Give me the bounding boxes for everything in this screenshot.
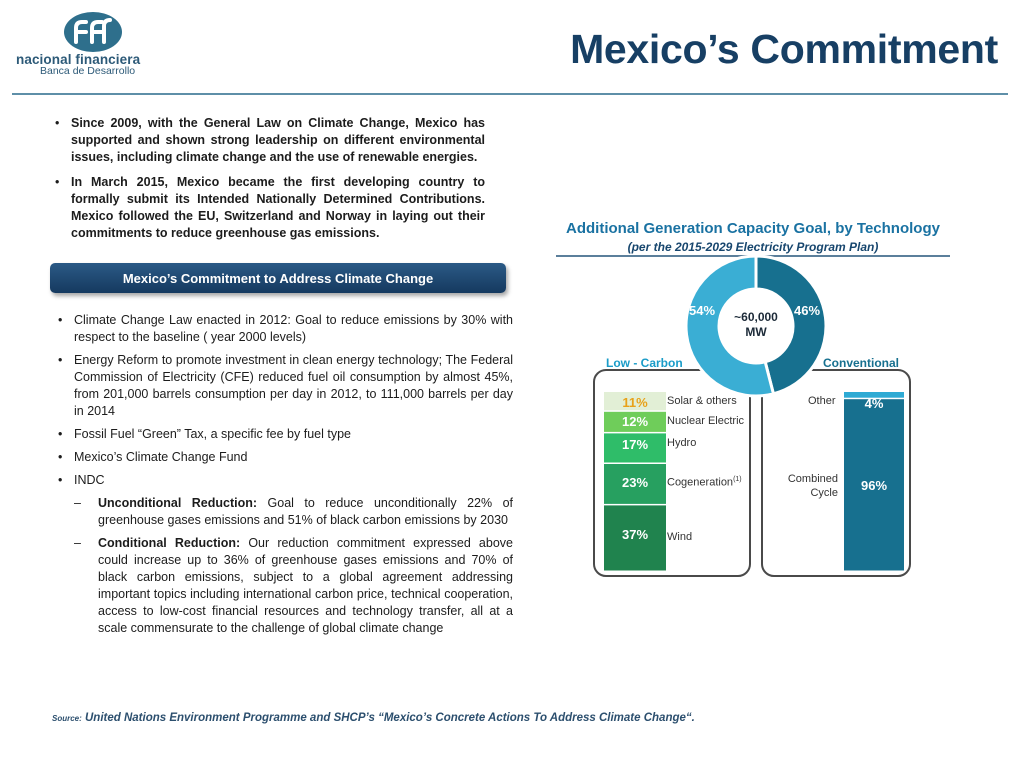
list-item: • Fossil Fuel “Green” Tax, a specific fee by fuel type [58, 426, 513, 443]
segment-label-other: Other [808, 395, 836, 407]
segment-label-wind: Wind [667, 531, 693, 543]
logo-subtitle: Banca de Desarrollo [40, 65, 136, 77]
center-unit: MW [745, 325, 767, 339]
bar-value-nuclear: 12% [621, 414, 649, 429]
segment-label-solar: Solar & others [667, 395, 737, 407]
chart-title: Additional Generation Capacity Goal, by Technology [566, 220, 940, 237]
segment-label-nuclear: Nuclear Electric [667, 415, 745, 427]
page-title: Mexico’s Commitment [570, 26, 998, 72]
list-item: • INDC [58, 472, 513, 489]
group-label-low-carbon: Low - Carbon [606, 356, 683, 370]
bar-value-other: 4% [864, 396, 884, 411]
bar-value-solar: 11% [622, 395, 648, 410]
cogeneration-name: Cogeneration [667, 476, 734, 489]
bar-value-combined-cycle: 96% [860, 478, 888, 493]
source-text: United Nations Environment Programme and SHCP’s “Mexico’s Concrete Actions To Address Climate Change“. [85, 712, 695, 724]
list-item: • Climate Change Law enacted in 2012: Goal to reduce emissions by 30% with respect to the baseline ( year 2000 levels) [58, 312, 513, 346]
intro-bullet: • In March 2015, Mexico became the first developing country to formally submit its Intended Nationally Determined Contributions. Mexico followed the EU, Switzerland and Norway in laying out their commitments to reduce greenhouse gas emissions. [55, 174, 485, 242]
indc-text: Goal to reduce unconditionally 22% of greenhouse gases emissions and 51% of black carbon emissions by 2030 [98, 496, 513, 527]
group-label-conventional: Conventional [823, 356, 900, 370]
chart-subtitle: (per the 2015-2029 Electricity Program Plan) [627, 240, 879, 254]
center-value: 60,000 [741, 310, 778, 324]
pie-label-conventional: 46% [794, 303, 821, 318]
bar-value-cogeneration: 23% [621, 475, 649, 490]
segment-label-hydro: Hydro [667, 437, 697, 449]
segment-label-cogeneration [667, 476, 742, 489]
source-label: Source: [52, 714, 82, 723]
intro-bullet: • Since 2009, with the General Law on Climate Change, Mexico has supported and shown strong leadership on different environmental issues, including climate change and the use of renewable energies. [55, 115, 485, 166]
source-note [52, 712, 695, 724]
cogeneration-footnote: (1) [733, 476, 742, 483]
list-item: • Energy Reform to promote investment in clean energy technology; The Federal Commission of Electricity (CFE) reduced fuel oil consumption by almost 45%, from 201,000 barrels consumption per day in 2012, to 111,000 barrels per day in 2014 [58, 352, 513, 420]
center-prefix: ~ [734, 310, 742, 324]
bar-value-wind: 37% [621, 527, 649, 542]
segment-label-combined-cycle: Combined Cycle [787, 473, 838, 499]
indc-label: Conditional Reduction: [98, 536, 241, 550]
indc-label: Unconditional Reduction: [98, 496, 258, 510]
logo-name: nacional financiera [16, 52, 141, 67]
pie-label-low-carbon: 54% [689, 303, 716, 318]
pie-center-label [718, 310, 794, 340]
indc-text: Our reduction commitment expressed above could increase up to 36% of greenhouse gases emissions and 70% of black carbon emissions, subject to a global agreement addressing important topics including international carbon price, technical cooperation, access to low-cost financial resources and technology transfer, all at a scale commensurate to the challenge of global climate change [98, 536, 513, 635]
bar-value-hydro: 17% [621, 437, 649, 452]
commitment-banner: Mexico’s Commitment to Address Climate Change [50, 263, 506, 293]
list-item: • Mexico’s Climate Change Fund [58, 449, 513, 466]
